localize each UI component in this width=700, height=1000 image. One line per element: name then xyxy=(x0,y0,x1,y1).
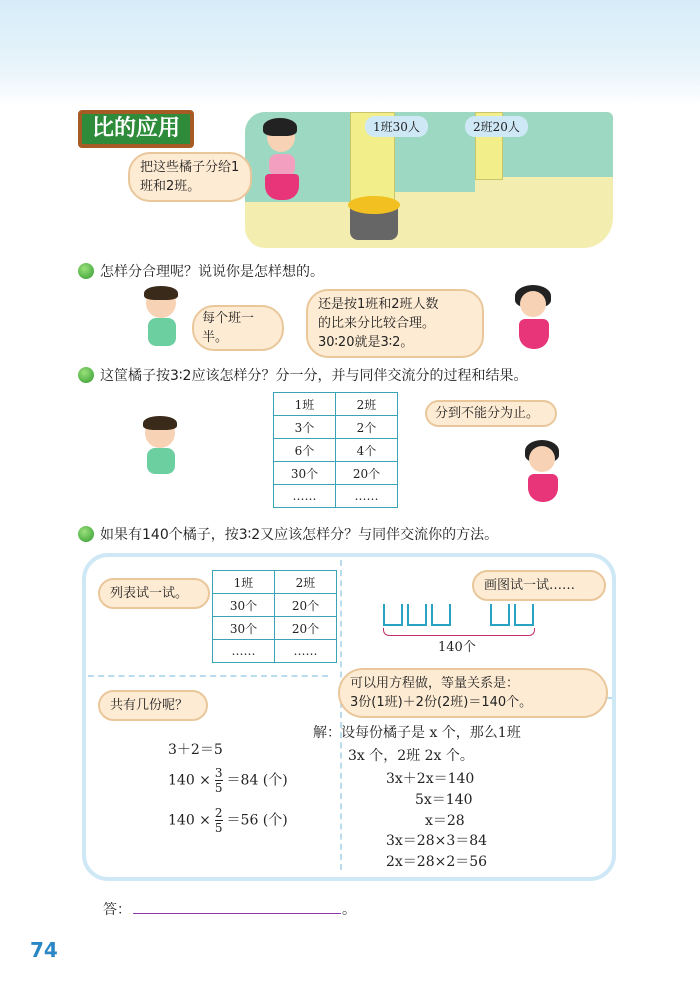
table-hint-bubble: 列表试一试。 xyxy=(98,578,210,609)
table-cell: …… xyxy=(213,640,275,663)
table-row xyxy=(213,640,337,663)
girl-speech-bubble: 分到不能分为止。 xyxy=(425,400,557,427)
divider xyxy=(88,675,328,677)
bullet-icon xyxy=(78,526,94,542)
part-box xyxy=(407,604,427,626)
girl-head xyxy=(520,291,546,317)
table-row xyxy=(274,462,398,485)
part-box xyxy=(490,604,510,626)
table-cell: 3个 xyxy=(274,416,336,439)
equation-hint-bubble xyxy=(338,668,608,718)
table-cell: 6个 xyxy=(274,439,336,462)
girl-dress xyxy=(528,474,558,502)
table-cell: …… xyxy=(336,485,398,508)
solution-line: 3x＝28×3＝84 xyxy=(386,833,488,849)
question-3 xyxy=(78,524,498,544)
table-cell: 30个 xyxy=(213,594,275,617)
method-table xyxy=(212,570,337,663)
girl-skirt xyxy=(265,174,299,200)
class1-tag: 1班30人 xyxy=(365,116,428,137)
table-cell: …… xyxy=(274,485,336,508)
speech-line: 的比来分比较合理。 xyxy=(318,316,436,331)
girl-speech-bubble: 把这些橘子分给1班和2班。 xyxy=(128,152,252,202)
question-text: 怎样分合理呢？说说你是怎样想的。 xyxy=(100,264,324,280)
table-header: 1班 xyxy=(274,393,336,416)
solution-line: 3x＋2x＝140 xyxy=(386,771,475,787)
boy-hair xyxy=(143,416,177,430)
speech-line: 还是按1班和2班人数 xyxy=(318,297,439,312)
question-text: 这筐橘子按3∶2应该怎样分？分一分，并与同伴交流分的过程和结果。 xyxy=(100,368,528,384)
denominator: 5 xyxy=(214,821,223,835)
solution-line: x＝28 xyxy=(425,813,465,829)
calc-text: ＝56 (个) xyxy=(226,812,288,829)
divider xyxy=(340,560,342,870)
table-row xyxy=(213,617,337,640)
solution-line: 解：设每份橘子是 x 个，那么1班 xyxy=(313,725,521,741)
part-box xyxy=(431,604,451,626)
table-header: 2班 xyxy=(275,571,337,594)
question-1 xyxy=(78,261,324,281)
fraction xyxy=(215,766,223,795)
table-cell: 30个 xyxy=(213,617,275,640)
answer-input-line[interactable] xyxy=(133,913,341,914)
table-header: 2班 xyxy=(336,393,398,416)
classroom-illustration xyxy=(245,112,613,248)
numerator: 2 xyxy=(214,806,223,820)
answer-label: 答： xyxy=(103,902,131,918)
class2-tag: 2班20人 xyxy=(465,116,528,137)
table-cell: 4个 xyxy=(336,439,398,462)
girl-hair xyxy=(263,118,297,136)
table-cell: …… xyxy=(275,640,337,663)
calc-text: 140 × xyxy=(168,772,211,789)
table-cell: 20个 xyxy=(275,617,337,640)
page-number: 74 xyxy=(30,938,58,962)
speech-line: 3份(1班)＋2份(2班)＝140个。 xyxy=(350,695,533,710)
header-band xyxy=(0,0,700,105)
boy-shirt xyxy=(148,318,176,346)
solution-line: 3x 个，2班 2x 个。 xyxy=(348,748,474,764)
table-row xyxy=(274,485,398,508)
solution-line: 5x＝140 xyxy=(415,792,473,808)
solution-line: 2x＝28×2＝56 xyxy=(386,854,488,870)
girl-dress xyxy=(519,319,549,349)
part-box xyxy=(514,604,534,626)
page-title: 比的应用 xyxy=(78,110,194,148)
fraction xyxy=(215,806,223,835)
bullet-icon xyxy=(78,367,94,383)
calc-line-2 xyxy=(168,806,288,835)
denominator: 5 xyxy=(214,781,223,795)
table-row xyxy=(274,416,398,439)
speech-line: 可以用方程做，等量关系是： xyxy=(350,676,520,691)
calc-line-1 xyxy=(168,766,288,795)
wall xyxy=(245,112,355,202)
table-cell: 30个 xyxy=(274,462,336,485)
boy-shirt xyxy=(147,448,175,474)
boy-speech-bubble: 每个班一半。 xyxy=(192,305,284,351)
numerator: 3 xyxy=(214,766,223,780)
answer-end: 。 xyxy=(342,902,356,918)
girl-shirt xyxy=(269,154,295,176)
total-brace xyxy=(383,628,535,636)
table-row xyxy=(274,439,398,462)
calc-text: 140 × xyxy=(168,812,211,829)
girl-speech-bubble xyxy=(306,289,484,358)
oranges xyxy=(348,196,400,214)
table-header: 1班 xyxy=(213,571,275,594)
diagram-total: 140个 xyxy=(438,640,476,655)
table-cell: 20个 xyxy=(275,594,337,617)
parts-hint-bubble: 共有几份呢？ xyxy=(98,690,208,721)
girl-head xyxy=(529,446,555,472)
bullet-icon xyxy=(78,263,94,279)
table-row xyxy=(213,594,337,617)
calc-text: ＝84 (个) xyxy=(226,772,288,789)
table-cell: 20个 xyxy=(336,462,398,485)
draw-hint-bubble: 画图试一试…… xyxy=(472,570,606,601)
speech-line: 30∶20就是3∶2。 xyxy=(318,335,414,350)
question-text: 如果有140个橘子，按3∶2又应该怎样分？与同伴交流你的方法。 xyxy=(100,527,499,543)
boy-hair xyxy=(144,286,178,300)
table-cell: 2个 xyxy=(336,416,398,439)
question-2 xyxy=(78,365,527,385)
part-box xyxy=(383,604,403,626)
division-table xyxy=(273,392,398,508)
sum-line: 3＋2＝5 xyxy=(168,742,223,758)
